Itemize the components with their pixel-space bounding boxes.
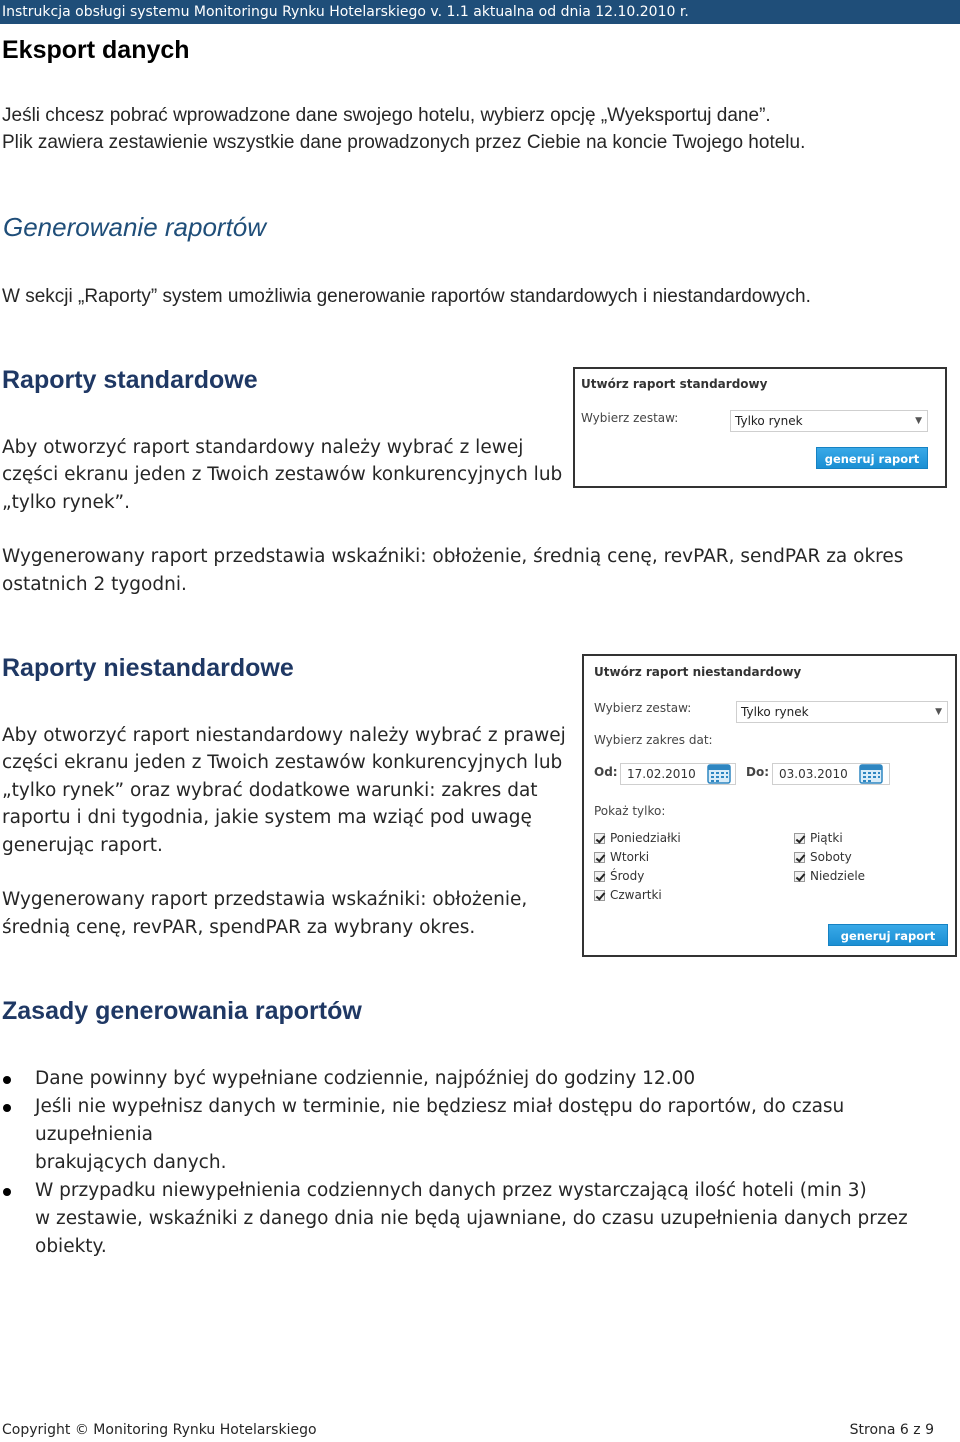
date-from-input[interactable]: 17.02.2010 <box>620 763 736 785</box>
rules-list <box>0 1065 960 1261</box>
standard-report-panel <box>573 367 947 488</box>
day-checkbox-sunday[interactable] <box>794 869 865 883</box>
show-only-label: Pokaż tylko: <box>594 804 666 818</box>
day-checkbox-wednesday[interactable] <box>594 869 644 883</box>
day-label: Piątki <box>810 831 843 845</box>
standard-panel-title: Utwórz raport standardowy <box>581 377 768 391</box>
custom-para1-line5: generując raport. <box>2 835 163 856</box>
rule-3-line-3: obiekty. <box>35 1236 107 1257</box>
checkbox-checked[interactable] <box>794 852 805 863</box>
reports-section-title: Generowanie raportów <box>3 212 267 242</box>
checkbox-checked[interactable] <box>594 871 605 882</box>
rule-2-line-2: brakujących danych. <box>35 1152 227 1173</box>
custom-para1-line2: części ekranu jeden z Twoich zestawów konkurencyjnych lub <box>2 752 563 773</box>
date-to-label: Do: <box>746 765 770 779</box>
day-label: Soboty <box>810 850 852 864</box>
standard-set-select[interactable] <box>730 410 928 432</box>
bullet-icon <box>3 1076 11 1084</box>
calendar-icon[interactable] <box>858 762 884 784</box>
bullet-icon <box>3 1188 11 1196</box>
custom-generate-button[interactable]: generuj raport <box>828 924 948 946</box>
standard-reports-title: Raporty standardowe <box>2 366 258 394</box>
export-line-2: Plik zawiera zestawienie wszystkie dane prowadzonych przez Ciebie na koncie Twojego hotelu. <box>2 132 806 153</box>
rule-3-line-1: W przypadku niewypełnienia codziennych danych przez wystarczającą ilość hoteli (min 3) <box>35 1180 867 1201</box>
chevron-down-icon: ▼ <box>935 707 942 717</box>
custom-reports-title: Raporty niestandardowe <box>2 654 294 682</box>
footer-page-number: Strona 6 z 9 <box>849 1422 934 1438</box>
day-label: Wtorki <box>610 850 650 864</box>
standard-para1-line2: części ekranu jeden z Twoich zestawów konkurencyjnych lub <box>2 464 563 485</box>
day-label: Środy <box>610 869 645 883</box>
custom-para1-line3: „tylko rynek” oraz wybrać dodatkowe warunki: zakres dat <box>2 780 538 801</box>
checkbox-checked[interactable] <box>594 890 605 901</box>
day-checkbox-friday[interactable] <box>794 831 843 845</box>
chevron-down-icon: ▼ <box>915 416 922 426</box>
day-label: Niedziele <box>810 869 866 883</box>
checkbox-checked[interactable] <box>794 871 805 882</box>
date-to-input[interactable]: 03.03.2010 <box>772 763 890 785</box>
day-label: Poniedziałki <box>610 831 681 845</box>
list-item <box>0 1065 960 1093</box>
custom-para2-line1: Wygenerowany raport przedstawia wskaźniki: obłożenie, <box>2 889 528 910</box>
date-from-label: Od: <box>594 765 618 779</box>
standard-set-value: Tylko rynek <box>735 414 803 428</box>
rules-section-title: Zasady generowania raportów <box>2 997 362 1025</box>
custom-para1-line4: raportu i dni tygodnia, jakie system ma wziąć pod uwagę <box>2 807 532 828</box>
custom-para2-line2: średnią cenę, revPAR, spendPAR za wybrany okres. <box>2 917 476 938</box>
custom-report-panel <box>582 654 957 957</box>
rule-3-line-2: w zestawie, wskaźniki z danego dnia nie będą ujawniane, do czasu uzupełnienia danych przez <box>35 1208 908 1229</box>
custom-set-label: Wybierz zestaw: <box>594 701 692 715</box>
checkbox-checked[interactable] <box>794 833 805 844</box>
custom-set-value: Tylko rynek <box>741 705 809 719</box>
day-checkbox-monday[interactable] <box>594 831 681 845</box>
list-item <box>0 1177 960 1261</box>
day-checkbox-saturday[interactable] <box>794 850 852 864</box>
standard-para1-line3: „tylko rynek”. <box>2 492 131 513</box>
custom-para1-line1: Aby otworzyć raport niestandardowy należy wybrać z prawej <box>2 725 566 746</box>
checkbox-checked[interactable] <box>594 833 605 844</box>
standard-generate-button[interactable]: generuj raport <box>816 447 928 469</box>
custom-set-select[interactable] <box>736 701 948 723</box>
reports-intro: W sekcji „Raporty” system umożliwia generowanie raportów standardowych i niestandardowych. <box>2 286 811 307</box>
rule-1-line-1: Dane powinny być wypełniane codziennie, najpóźniej do godziny 12.00 <box>35 1068 696 1089</box>
day-checkbox-thursday[interactable] <box>594 888 662 902</box>
date-range-label: Wybierz zakres dat: <box>594 733 713 747</box>
list-item <box>0 1093 960 1177</box>
export-line-1: Jeśli chcesz pobrać wprowadzone dane swojego hotelu, wybierz opcję „Wyeksportuj dane”. <box>2 105 771 126</box>
standard-para2-line1: Wygenerowany raport przedstawia wskaźniki: obłożenie, średnią cenę, revPAR, sendPAR za okres <box>2 546 904 567</box>
standard-para1-line1: Aby otworzyć raport standardowy należy wybrać z lewej <box>2 437 524 458</box>
export-section-title: Eksport danych <box>2 36 190 64</box>
checkbox-checked[interactable] <box>594 852 605 863</box>
rule-2-line-1: Jeśli nie wypełnisz danych w terminie, nie będziesz miał dostępu do raportów, do czasu uzupełnienia <box>35 1096 845 1145</box>
footer-copyright: Copyright © Monitoring Rynku Hotelarskiego <box>2 1422 317 1438</box>
document-header: Instrukcja obsługi systemu Monitoringu Rynku Hotelarskiego v. 1.1 aktualna od dnia 12.10.2010 r. <box>0 0 960 24</box>
day-checkbox-tuesday[interactable] <box>594 850 649 864</box>
standard-set-label: Wybierz zestaw: <box>581 411 679 425</box>
day-label: Czwartki <box>610 888 662 902</box>
custom-panel-title: Utwórz raport niestandardowy <box>594 665 802 679</box>
calendar-icon[interactable] <box>706 762 732 784</box>
bullet-icon <box>3 1104 11 1112</box>
standard-para2-line2: ostatnich 2 tygodni. <box>2 574 187 595</box>
